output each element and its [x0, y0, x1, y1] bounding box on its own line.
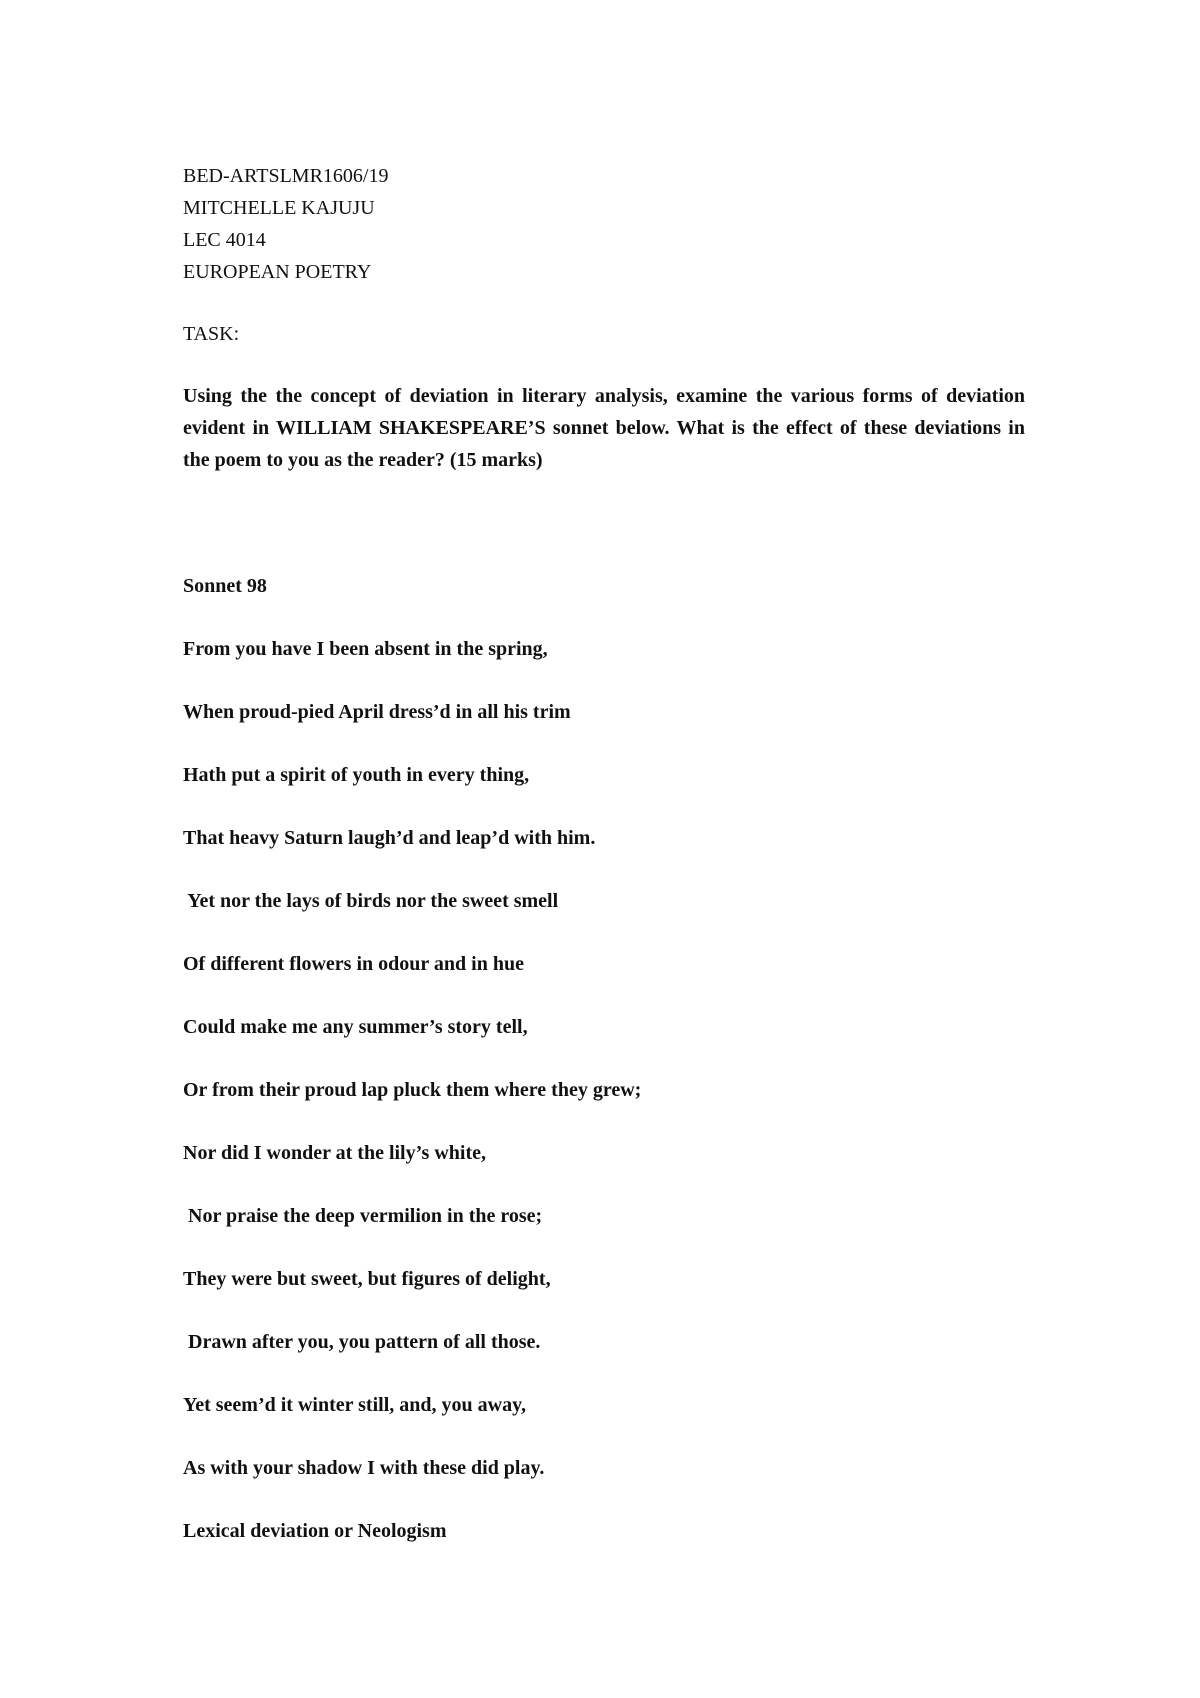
poem-line: Yet seem’d it winter still, and, you away, [183, 1394, 526, 1416]
poem-line: Yet nor the lays of birds nor the sweet smell [183, 890, 559, 912]
course-code: LEC 4014 [183, 229, 266, 251]
course-title: EUROPEAN POETRY [183, 261, 372, 283]
task-label: TASK: [183, 323, 240, 345]
poem-line: Hath put a spirit of youth in every thing, [183, 764, 530, 786]
poem-line: As with your shadow I with these did play. [183, 1457, 545, 1479]
sonnet-title: Sonnet 98 [183, 575, 267, 597]
analysis-heading: Lexical deviation or Neologism [183, 1520, 447, 1542]
poem-line: When proud-pied April dress’d in all his trim [183, 701, 571, 723]
task-prompt: Using the the concept of deviation in literary analysis, examine the various forms of deviation evident in WILLIAM SHAKESPEARE’S sonnet below. What is the effect of these deviations in the poem to you as the reader? (15 marks) [183, 385, 1025, 471]
poem-line: That heavy Saturn laugh’d and leap’d with him. [183, 827, 596, 849]
document-header [183, 160, 1043, 288]
poem-line: Could make me any summer’s story tell, [183, 1016, 528, 1038]
poem-line: Nor did I wonder at the lily’s white, [183, 1142, 486, 1164]
poem-line: From you have I been absent in the spring, [183, 638, 548, 660]
student-name: MITCHELLE KAJUJU [183, 197, 375, 219]
poem-line: Or from their proud lap pluck them where they grew; [183, 1079, 642, 1101]
sonnet-body [183, 633, 1063, 1515]
registration-number: BED-ARTSLMR1606/19 [183, 165, 389, 187]
poem-line: Of different flowers in odour and in hue [183, 953, 524, 975]
poem-line: Drawn after you, you pattern of all those. [183, 1331, 541, 1353]
poem-line: Nor praise the deep vermilion in the rose; [183, 1205, 543, 1227]
poem-line: They were but sweet, but figures of delight, [183, 1268, 551, 1290]
